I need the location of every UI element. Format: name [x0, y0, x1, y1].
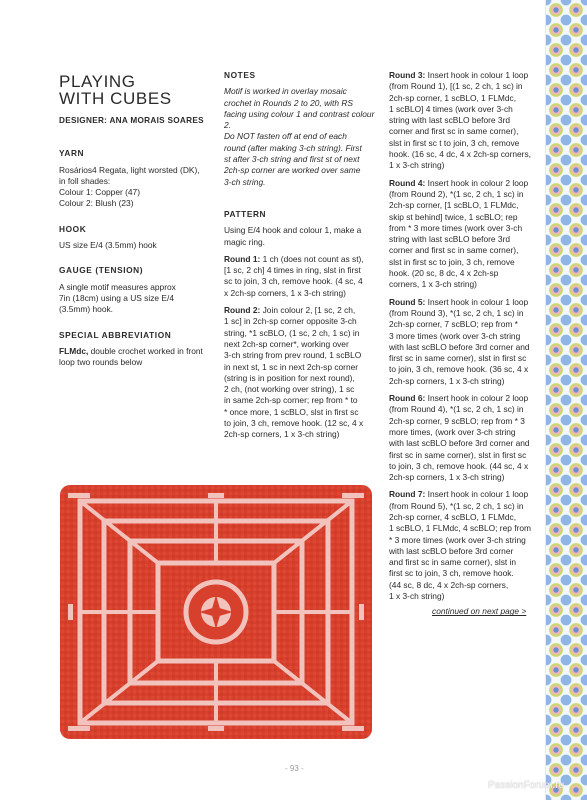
hook-heading: HOOK: [59, 223, 87, 234]
pattern-heading: PATTERN: [224, 208, 267, 219]
text-line: corner and first sc in same corner),: [389, 126, 519, 137]
text-line: 2ch-sp corner, 7 scBLO; rep from *: [389, 319, 518, 330]
text-line: with last scBLO before 3rd corner and: [389, 341, 530, 352]
text-line: x 2ch-sp corners, 1 x 3-ch string): [224, 287, 346, 298]
text-line: (from Round 1), [(1 sc, 2 ch, 1 sc) in: [389, 81, 523, 92]
round-4: [389, 178, 541, 291]
pattern-intro: [224, 225, 376, 248]
text-line: Using E/4 hook and colour 1, make a: [224, 225, 362, 236]
text-line: 3-ch string.: [224, 176, 266, 187]
round-7: [389, 489, 541, 602]
text-line: 1 x 3-ch string): [389, 160, 445, 171]
text-line: corners, 1 x 3-ch string): [389, 279, 477, 290]
text-line: (44 sc, 8 dc, 4 x 2ch-sp corners,: [389, 579, 509, 590]
text-line: 1 scBLO] 4 times (work over 3-ch: [389, 103, 513, 114]
round-5: [389, 297, 541, 387]
text-line: round (after making 3-ch string). First: [224, 142, 362, 153]
text-line: 2ch-sp corner, [1 scBLO, 1 FLMdc,: [389, 200, 519, 211]
text-line: first sc in same corner), slst in first sc: [389, 353, 527, 364]
designer-credit: DESIGNER: ANA MORAIS SOARES: [59, 116, 204, 125]
text-line: magic ring.: [224, 236, 265, 247]
round-6: [389, 393, 541, 483]
title-line: WITH CUBES: [59, 89, 172, 108]
text-line: string with last scBLO before 3rd: [389, 115, 511, 126]
page-title: [59, 73, 209, 107]
text-line: slst in first sc t to join, 3 ch, remove: [389, 137, 520, 148]
watermark: PassionForum.ru: [488, 780, 565, 791]
text-line: 2.: [224, 120, 231, 131]
text-line: to join, 3 ch, remove hook. (44 sc, 4 x: [389, 460, 529, 471]
yarn-text: [59, 165, 209, 210]
text-line: Do NOT fasten off at end of each: [224, 131, 347, 142]
text-line: 3-ch string from prev round, 1 scBLO: [224, 350, 362, 361]
text-line: (from Round 2), *(1 sc, 2 ch, 1 sc) in: [389, 188, 524, 199]
round-label: Round 7:: [389, 489, 426, 500]
text-line: more times, (work over 3-ch string: [389, 426, 516, 437]
decorative-pattern-strip: [545, 0, 587, 800]
round-label: Round 2:: [224, 305, 261, 316]
text-line: A single motif measures approx: [59, 281, 176, 292]
text-line: with last scBLO before 3rd corner and: [389, 438, 530, 449]
text-line: (from Round 3), *(1 sc, 2 ch, 1 sc) in: [389, 307, 524, 318]
text-line: hook. (20 sc, 8 dc, 4 x 2ch-sp: [389, 268, 499, 279]
round-1: [224, 254, 376, 299]
column-3: [389, 70, 541, 618]
text-line: Colour 1: Copper (47): [59, 187, 140, 198]
text-line: (3.5mm) hook.: [59, 304, 113, 315]
text-line: Insert hook in colour 1 loop: [425, 70, 529, 80]
title-line: PLAYING: [59, 72, 136, 91]
text-line: 2ch-sp corners, 1 x 3-ch string): [224, 429, 340, 440]
page-number: - 93 -: [285, 764, 304, 773]
text-line: facing using colour 1 and contrast colour: [224, 108, 375, 119]
text-line: string with last scBLO before 3rd: [389, 234, 511, 245]
text-line: [1 sc, 2 ch] 4 times in ring, slst in first: [224, 265, 361, 276]
text-line: string, *1 scBLO, (1 sc, 2 ch, 1 sc) in: [224, 327, 360, 338]
text-line: Insert hook in colour 2 loop: [425, 393, 529, 404]
hook-text: US size E/4 (3.5mm) hook: [59, 240, 157, 251]
text-line: in next st, 1 sc in next 2ch-sp corner: [224, 361, 359, 372]
text-line: 2ch-sp corners, 1 x 3-ch string): [389, 472, 505, 483]
text-line: hook. (16 sc, 4 dc, 4 x 2ch-sp corners,: [389, 149, 531, 160]
crochet-motif-photo: [58, 483, 374, 741]
special-abbreviation-heading: SPECIAL ABBREVIATION: [59, 329, 172, 340]
text-line: 7in (18cm) using a US size E/4: [59, 292, 174, 303]
text-line: skip st behind] twice, 1 scBLO; rep: [389, 211, 518, 222]
text-line: corner and first sc in same corner),: [389, 245, 519, 256]
text-line: * once more, 1 scBLO, slst in first sc: [224, 406, 359, 417]
text-line: (from Round 4), *(1 sc, 2 ch, 1 sc) in: [389, 404, 524, 415]
column-2: [224, 70, 376, 441]
round-label: Round 4:: [389, 177, 426, 188]
notes-text: [224, 86, 376, 188]
text-line: slst in first sc to join, 3 ch, remove: [389, 256, 515, 267]
text-line: Join colour 2, [1 sc, 2 ch,: [260, 305, 356, 316]
round-label: Round 6:: [389, 393, 426, 404]
column-1: [59, 70, 209, 368]
round-2: [224, 305, 376, 441]
text-line: first sc in same corner), slst in first sc: [389, 449, 527, 460]
text-line: 1 sc] in 2ch-sp corner opposite 3-ch: [224, 316, 357, 327]
text-line: Insert hook in colour 1 loop: [425, 489, 529, 500]
continued-link[interactable]: continued on next page >: [432, 606, 527, 617]
text-line: in foll shades:: [59, 175, 111, 186]
gauge-text: [59, 282, 209, 316]
special-abbreviation-text: [59, 346, 209, 369]
text-line: 2 ch, (not working over string), 1 sc: [224, 384, 355, 395]
text-line: 2ch-sp corner, 1 scBLO, 1 FLMdc,: [389, 92, 517, 103]
text-line: 2ch-sp corners, 1 x 3-ch string): [389, 375, 505, 386]
text-line: to join, 3 ch, remove hook. (36 sc, 4 x: [389, 364, 529, 375]
text-line: loop two rounds below: [59, 357, 143, 368]
text-line: Colour 2: Blush (23): [59, 198, 134, 209]
text-line: (from Round 5), *(1 sc, 2 ch, 1 sc) in: [389, 500, 524, 511]
text-line: Rosários4 Regata, light worsted (DK),: [59, 164, 200, 175]
round-label: Round 3:: [389, 70, 426, 80]
text-line: in same 2ch-sp corner; rep from * to: [224, 395, 358, 406]
text-line: 1 ch (does not count as st),: [260, 253, 364, 264]
text-line: 1 scBLO, 1 FLMdc, 4 scBLO; rep from: [389, 523, 531, 534]
round-label: Round 1:: [224, 253, 261, 264]
notes-heading: NOTES: [224, 70, 256, 80]
text-line: 3 more times (work over 3-ch string: [389, 330, 521, 341]
round-3: [389, 70, 541, 172]
text-line: * 3 more times (work over 3-ch string: [389, 534, 526, 545]
text-line: next 2ch-sp corner*, working over: [224, 338, 349, 349]
text-line: crochet in Rounds 2 to 20, with RS: [224, 97, 353, 108]
text-line: first sc to join, 3 ch, remove hook.: [389, 568, 514, 579]
text-line: 1 x 3-ch string): [389, 591, 445, 602]
text-line: and first sc in same corner), slst in: [389, 557, 517, 568]
text-line: 2ch-sp corner, 9 scBLO; rep from * 3: [389, 415, 525, 426]
text-line: with last scBLO before 3rd corner: [389, 545, 514, 556]
text-line: double crochet worked in front: [88, 345, 203, 356]
text-line: Insert hook in colour 2 loop: [425, 177, 529, 188]
text-line: to join, 3 ch, remove hook. (12 sc, 4 x: [224, 418, 364, 429]
yarn-heading: YARN: [59, 148, 85, 159]
text-line: Insert hook in colour 1 loop: [425, 296, 529, 307]
text-line: 2ch-sp corner, 4 scBLO, 1 FLMdc,: [389, 511, 517, 522]
text-line: 2ch-sp corner are worked over same: [224, 165, 361, 176]
text-line: Motif is worked in overlay mosaic: [224, 86, 347, 97]
text-line: from * 3 more times (work over 3-ch: [389, 222, 523, 233]
abbreviation-term: FLMdc,: [59, 345, 89, 356]
round-label: Round 5:: [389, 296, 426, 307]
gauge-heading: GAUGE (TENSION): [59, 265, 144, 276]
text-line: sc to join, 3 ch, remove hook. (4 sc, 4: [224, 276, 363, 287]
text-line: st after 3-ch string and first st of next: [224, 154, 360, 165]
text-line: (string is in position for next round),: [224, 372, 355, 383]
